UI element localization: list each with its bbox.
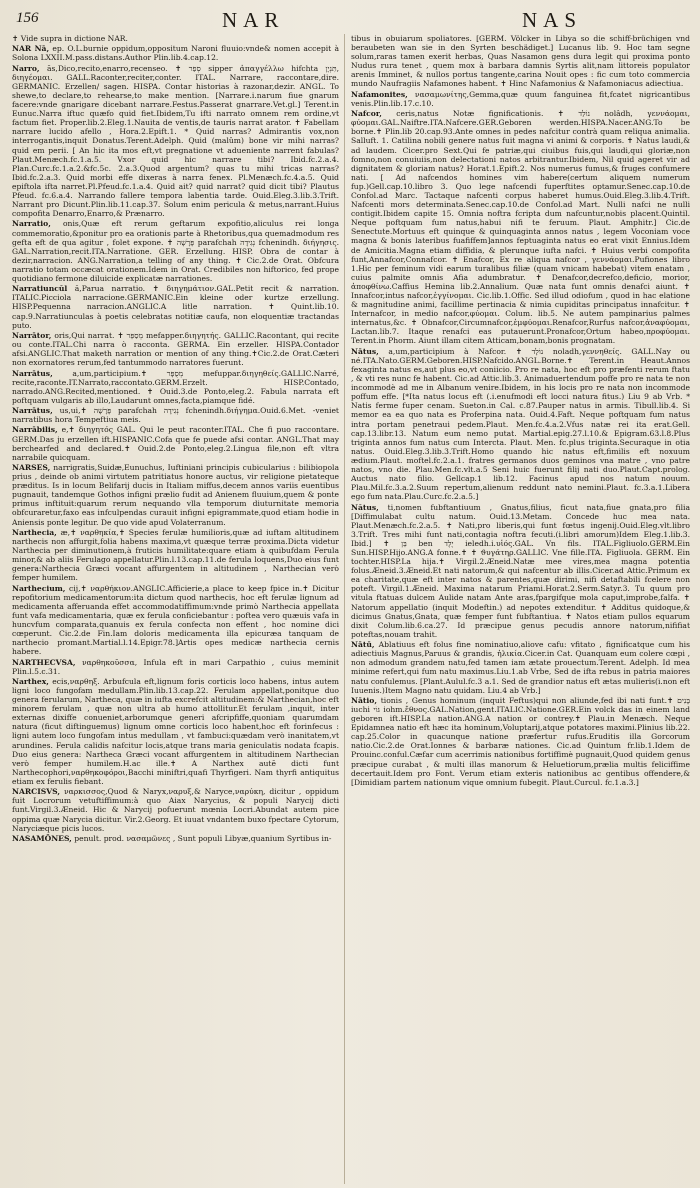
entry-headword: Narrātus,: [12, 406, 53, 416]
entry-text: tionis , Genus hominum (inquit Feftus)qui non aliunde,fed ibi nati funt.✝ בָּנִים iuchi גּוֹי iohm.ἔθνος.GAL.Nation,gent.ITALIC.Natione.GER.Ein volck das in einem land geboren ift.HISP.La nation.ANG.A nation or contrey.✝ Plau.in Menæch. Neque Epidamnea natio eft hæc ita hominum,Voluptarij,atque potatores maximi.Plinius lib.22. cap.25.Color in quacunque natione præfertur rufus.Eruditis illa Gorcorum natio.Cic.2.de Orat.Ionnes & barbaræ nationes. Cic.ad Quintum fr.lib.1.Idem de Prouinc.conful.Cæfar cum acerrimis nationibus fortiffimè pugnauit,Quod quidem genus præcipue curabat , & multi illas manorum & Heluetiorum,prælia multis feliciffime decertauit.Idem pro Font. Verum etiam exteris nationibus ac gentibus offendere,& [Dimidiam partem nationum vique omnium fubegit. Plaut.Curcul. fc.1.a.3.]: [351, 695, 690, 787]
dictionary-entry: [12, 528, 339, 583]
entry-text: tibus in obuiarum spoliatores. [GERM. Völcker in Libya so die schiff-brüchigen vnd beraubeten wan sie in den Syrten beschädiget.] Lucanus lib. 9. Hoc tam segne solum,raras tamen exerit herbas, Quas Nasamon gens dura legit qui proxima ponto Nudus rura tenet , quem mox à barbara damnis Syrtis alit,nam littoreis populator arenis Imminet, & nullos portus tangente,carina Nouit opes : fic cum toto commercia mundo Naufragiis Nafamones habent. ✝ Hinc Nafamonius & Nafamoniacus adiectiua.: [351, 34, 690, 89]
entry-headword: Narrātor,: [12, 330, 52, 340]
right-column: [351, 34, 690, 1184]
dictionary-entry: [12, 406, 339, 424]
entry-headword: Narrābilis,: [12, 425, 58, 435]
dictionary-entry: [12, 425, 339, 461]
entry-headword: Narthex,: [12, 676, 49, 686]
entry-text: oris,Qui narrat. ✝ מְסַפֵּר mefapper.διηγητής. GALLIC.Racontant, qui recite ou conte.ITAL.Chi narra ò racconta. GERMA. Ein erzeller. HISPA.Contador afsi.ANGLIC.That maketh narration or mention of any thing.✝Cic.2.de Orat.Cæteri non exornatores rerum,fed tantummodo narratores fuerunt.: [12, 330, 339, 368]
entry-text: æ,✝ ναρθηκία,✝ Species ferulæ humilioris,quæ ad iuftam altitudinem narthecis non affurgit,folia habens maxima,vt quæque terræ proxima.Dicta videtur Narthecia per diminutionem,à fruticis humilitate:quare etiam à quibufdam Ferula minor,& ab aliis Ferulago appellatur.Plin.l.13.cap.11.de ferula loquens,Duo eius funt genera:Narthecia Græci vocant affurgentem in altitudinem , Narthecian verò femper humilem.: [12, 527, 339, 583]
entry-text: ecis,ναρθηξ. Arbufcula eft,lignum foris corticis loco habens, intus autem ligni loco fungofam medullam.Plin.lib.13.cap.22. Ferulam appellat,ponitque duo genera ferularum, Nartheca, quæ in iufta excrefcit altitudinem:& Narthecian,hoc eft minorem ferulam , quæ non ultra ab humo attollitur.Et ferulam ,inquit, inter externas dixiffe conueniet,arborumque generi afcripfiffe,quoniam quarumdam natura (ficut diftinguemus) lignum omne corticis loco habent,hoc eft forinfecus : ligni autem loco fungofam intus medullam , vt fambuci:quædam verò inanitatem,vt arundines. Ferula calidis nafcitur locis,atque trans maria geniculatis nodata fcapis. Duo eius genera: Nartheca Græci vocant affurgentem in altitudinem Narthecian verò femper humilem.H.ac ille.✝ A Narthex autē dicti funt Narthecophori,ναρθηκοφόροι,Bacchi miniftri,quafi Thyrfigeri. Nam thyrfi antiquitus etiam ex ferulis fiebant.: [12, 676, 339, 786]
entry-headword: NARSES,: [12, 463, 51, 472]
entry-text: ti,nomen fubftantiuum , Gnatus,filius, ficut nata,fiue gnata,pro filia [Diffimulabat cultu natum. Ouid.13.Metam. Concede huc mea nata. Plaut.Menæch.fc.2.a.5. ✝ Nati,pro liberis,qui funt fœtus ingenij.Ouid.Eleg.vlt.libro 3.Trift. Tres mihi funt nati,contagia noftra fecuti.(i.libri amorum)Idem Eleg.1.lib.3. Ibid.] ✝ בֵּן ben יֶלֶד ieledh.i.υἱός.GAL. Vn fils. ITAL.Figliuolo.GERM.Ein Sun.HISP.Hijo.ANG.A fonne.✝ ✝ ϑυγάτηρ.GALLIC. Vne fille.ITA. Figliuola. GERM. Ein tochter.HISP.La hija.✝ Virgil.2.Æneid.Natæ mee vires,mea magna potentia folus.Æneid.3.Æneid.Et nati natorum,& qui nafcentur ab illis.Cicer.ad Attic.Primum ex ea charitate,quæ eft inter natos & parentes,quæ dirimi, nifi detaftabili fcelere non poteft. Virgil.1.Æneid. Maxima natarum Priami.Horat.2.Serm.Satyr.3. Tu quum pro vitula ftatuas dulcem Aulide natam Ante aras,fpargifque mola caput,improbe,falfa. ✝ Natorum appellatio (inquit Modeftin.) ad nepotes extenditur. ✝ Additus quidoque,& dicimus Gnatus,Gnata, quæ femper funt fubftantiua. ✝ Natos etiam pullos equarum dixit Colum.lib.6.ca.27. Id præcipue genus pecudis annore natorum,nififiat poteftas,nouam trahit.: [351, 502, 690, 639]
entry-text: cij,✝ ναρθήκιον.ANGLIC.Afficierie,a place to keep fpice in.✝ Dicitur repofitorium medicamentorum:ita dictum quod narthecis, hoc eft ferulæ lignum ad medicamenta afferuanda effet accommodatiffimum:vnde primò Narthecia appellata funt vafa medicamentaria, quæ ex ferula conficiebantur : poftea vero quæuis vafa in huncvfum comparata,quanuis ex ferula confecta non effent , hoc nomine dici cœperunt. Cic.2.de Fin.Iam doloris medicamenta illa epicuræa tanquam de narthecio promant.Martial.l.14.Epigr.78.]Artis opes medicæ narthecia cernis habere.: [12, 583, 339, 657]
entry-headword: NAR Nā,: [12, 44, 50, 54]
dictionary-entry: [351, 109, 690, 345]
dictionary-entry: [12, 64, 339, 219]
dictionary-entry: [12, 284, 339, 329]
entry-text: ναρκισσος,Quod & Naryx,ναρυξ,& Naryce,ναρύκη, dicitur , oppidum fuit Locrorum vetuftiffimum:à quo Aiax Narycius, & populi Narycij dicti funt.Virgil.3.Æneid. Hic & Narycij pofuerunt mœnia Locri.Abundat autem pice oppima quæ Narycia dicitur. Vir.2.Georg. Et iuuat vndantem buxo fpectare Cytorum, Naryciæque picis lucos.: [12, 787, 339, 833]
entry-headword: NARTHECVSA,: [12, 657, 76, 667]
dictionary-entry: [351, 696, 690, 787]
entry-text: ă,Parua narratio. ✝ διηγημάτιον.GAL.Petit recit & narration. ITALIC.Picciola narracione.GERMANIC.Ein kleine oder kurtze erzellung. HISP.Pequenna narracion.ANGLIC.A litle narration. ✝ Quint.lib.10. cap.9.Narratiunculas à poetis celebratas notitiæ caufa, non eloquentiæ tractandas puto.: [12, 284, 339, 330]
dictionary-entry: [351, 503, 690, 639]
entry-text: e,✝ διηγητός GAL. Qui le peut raconter.ITAL. Che fi puo raccontare. GERM.Das ju erzellen ift.HISPANIC.Cofa que fe puede afsi contar. ANGL.That may berchearfed and declared.✝ Ouid.2.de Ponto,eleg.2.Lingua file,non eft vltra narrabile quicquam.: [12, 425, 339, 462]
column-divider: [344, 34, 345, 1184]
dictionary-entry: [12, 834, 339, 843]
dictionary-entry: [12, 658, 339, 676]
entry-text: a,um,participium.✝ מְסֻפָּר mefuppar.διηγηθείς.GALLIC.Narré, recite,raconte.IT.Narrato,raccontato.GERM.Erzelt. HISP.Contado, narrado.ANG.Recited,mentioned. ✝ Ouid.3.de Ponto,eleg.2. Fabula narrata eft poftquam vulgaris ab illo,Laudarunt omnes,facta,piamque fidé.: [12, 368, 339, 405]
dictionary-entry: [12, 34, 339, 43]
entry-text: a,um,participium à Nafcor. ✝ נוֹלָד noladh,γεννηθείς. GALL.Nay ou né.ITA.Nato.GERM.Geboren.HISP.Nafcido.ANGL.Borne.✝ Terent.in Heaut.Annos fexaginta natus es,aut plus eo,vt coniicio. Pro re nata, hoc eft pro præfenti rerum ftatu , & vti res nunc fe habent. Cic.ad Attic.lib.3. Animaduertendum poffe pro re nata te non incommodè ad me in Albanum venire.Ibidem, in his locis pro re nata non incommode poffum effe. [*Ita natus locus eft (.i.enufmodi eft locci natura fitus.) Liu 9 ab Vrb. * Natis ferme fuper cenam. Sueton.in Cal. c.87.Pauper natus in armis. Tibull.lib.4. Si memor ea ea quo nata es Proferpina nata. Ouid.4.Faft. Neque poftquam fum natus intra portam penetraui pedem.Plaut. Men.fc.4.a.2.Vfus natæ rei ita erat.Gell. cap.13.libr.13. Natum eum nemo putat. Martial.epig.27.l.10.& Epigram.63.l.8.Plus triginta annos fum natus cum Intercta. Plaut. Men. fc.plus triginta.Securaque in otia natus. Ouid.Eleg.3.lib.3.Trift.Homo quando hic natus eft,fimilis eft noxuum ædium.Plaut. moftel.fc.2.a.1. fratres germanos duos geminos vna matre , vno patre natos, vno die. Plau.Men.fc.vlt.a.5 Seni huic fuerunt filij nati duo.Plaut.Capt.prolog. Auctus nato filio. Gellcap.1 lib.12. Facinus apud nos natum nouum. Plau.Mil.fc.3.a.2.Suum repertum,alienum reddunt nato nemini.Plaut. fc.3.a.1.Libera ego fum nata.Plau.Curc.fc.2.a.5.]: [351, 346, 690, 502]
entry-text: ✝ Vide supra in dictione NAR.: [12, 34, 128, 43]
entry-headword: Nātus,: [351, 346, 379, 356]
entry-headword: Narro,: [12, 63, 40, 73]
running-head: [12, 8, 690, 34]
dictionary-entry: [351, 34, 690, 89]
text-columns: [12, 34, 690, 1184]
entry-text: penult. prod. νασαμῶνες , Sunt populi Libyæ,quanium Syrtibus in-: [74, 833, 332, 843]
entry-text: narrigratis,Suidæ,Eunuchus, Iuftiniani principis cubicularius : bilibiopola prius , deinde ob animi virtutem patritiatus honore auctus, vir religione pietateque præditus. Is in locum Belifarij ducis in Italiam miffus,decem annos variis euentibus pugnauit, tandemque Gothos infigni prælio fudit ad Anienem fluuium,quem & ponte primus inftituit:quarum rerum nequando vlla temporum diuturnitate memoria obfcuraretur,faxo eas infculpendas curauit infigni epigrammate,quod etiam hodie in Aniensis ponte legitur. De quo vide apud Volaterranum.: [12, 463, 339, 527]
entry-headword: Nătus,: [351, 502, 379, 512]
dictionary-entry: [12, 584, 339, 657]
entry-headword: Nafcor,: [351, 109, 382, 119]
entry-text: ναρθηκοῦσσα, Infula eft in mari Carpathio , cuius meminit Plin.l.5.c.31.: [12, 657, 339, 676]
entry-text: us,ui,✝ פָּרָשָׁה parafchah נְגִידָה fchenindh.διήγημα.Ouid.6.Met. -veniet narratibus hora Tempeftiua meis.: [12, 406, 339, 425]
dictionary-entry: [351, 347, 690, 502]
dictionary-entry: [351, 90, 690, 108]
entry-text: ceris,natus Notæ fignificationis. ✝ נוֹלַד nolâdh, γεννάομαι, φύομαι.GAL.Naiftre.ITA.Nafcere.GER.Geboren werden.HISPA.Nacer.ANG.To be borne.✝ Plin.lib 20.cap.93.Ante omnes in pedes nafcitur contrà quam reliqua animalia. Salluft. 1. Catilina nobili genere natus fuit magna vi animi & corporis. ✝ Natus laudi,& ad laudem. Cicer.pro Sext.Qui fe patriæ,qui ciuibus fuis,qui laudi,qui gloriæ,non fomno,non conuiuiis,non delectationi natos arbitrantur.Ibidem, Nil quid ageret vir ad dignitatem & gloriam natus? Horat.1.Epift.2. Nos numerus fumus,& fruges confumere nati. [ Ad nafcendos homines vim habere(certum aliquem numerum fup.)Gell.cap.10.libro 3. Quo lege nafcendi fuperftites optamur.Senec.cap.10.de Confol.ad Marc. Tactaque nafcenti corpus haberet humus.Ouid.Eleg.3.lib.4.Trift. Nafcenti mors determinata.Senec.cap.10.de Confol.ad Mart. Nulli nafci ne nulli contigit.Ibidem capite 15. Omnia noftra fcripta dum nafcuntur,nobis placent.Quintil. Neque poftquam fum natus,habui nifi te feruum. Plaut. Amphitr.] Cic.de Senectute.Mortuus eft quinque & quinquaginta annos natus , legem Voconiam voce magna & bonis lateribus fuafiffem]annos feptuaginta natus eo erat vixit Ennius.Idem de Amicitia.Magna etiam diffidia, & plerunque iufta nafci. ✝ Huius verbi compofita funt,Annafcor,Connafcor. ✝ Enafcor, Ex re aliqua nafcor , γεννάομαι.Pufiones libro 1.Hic per feminum vidi earum turalibus filiæ (quam vnicam habebat) vitem enatam , cuius palmite omnis Afia adumbratur. ✝ Denafcor,decrefco,deficio, morior, ἀποφθίνω.Caffius Hemina lib.2.Annalium. Quæ nata funt omnis denafci aiunt. ✝ Innafcor,intus nafcor,ἐγγίνομαι. Cic.lib.1.Offic. Sed illud odiofum , quod in hac elatione & magnitudine animi, facillime pertinacia & nimia cupiditas principatus innafcitur. ✝ Internafcor, in medio nafcor,φύομαι. Colum. lib.5. Ne autem pampinarius palmes internatus,&c. ✝ Obnafcor,Circumnafcor,ἐμφύομαι.Renafcor,Rurfus nafcor,ἀναφύομαι, Lactan.lib.7. Itaque renafci eas putauerunt.Pronafcor,Ortum habeo,προφύομαι. Terent.in Phorm. Aiunt illam citem Atticam,bonam,bonis prognatam.: [351, 109, 690, 346]
entry-headword: Narthecium,: [12, 583, 66, 593]
dictionary-entry: [12, 44, 339, 62]
entry-headword: Narratio,: [12, 219, 51, 229]
entry-headword: NARCISVS,: [12, 787, 60, 797]
dictionary-entry: [12, 677, 339, 786]
entry-text: νασαμωνίτης,Gemma,quæ quum fanguinea fit,fcatet nigricantibus venis.Plin.lib.17.c.10.: [351, 89, 690, 108]
entry-text: ās,Dico,recito,enarro,recenseo. ✝ סְפַר sipper ἀπαγγέλλω hifchta תִּנְיָן, διηγέομαι. GALL.Raconter,reciter,conter. ITAL. Narrare, raccontare,dire. GERMANIC. Erzellen/ sagen. HISPA. Contar historias à razonar,dezir. ANGL. To shewe,to declare,to rehearse,to make mention. [Narrare.i.narum fiue gnarum facere:vnde gnarigare dicebant narrare.Festus.Passerat gnarrare.Vet.gl.] Terent.in Eunuc.Narra iftuc quæfo quid fiet.Ibidem,Tu ifti narrato omnem rem ordine,vt factum fiet. Proper.lib.2.Eleg.1.Nauita de ventis,de tauris narrat arator. ✝ Fabellam narrare lucido afello , Hora.2.Epift.1. * Quid narras? Admirantis vox,non interrogantis,inquit Donatus.Terent.Adelph. Quid (malûm) bone vir mihi narras? quid em perii. [ An hic ita mos eft,vt pregnatione vt adueniente narrent fabulas? Plaut.Menæch.fc.1.a.5. Vxor quid hic narrare tibi? Ibid.fc.2.a.4. Plan.Curc.fc.1.a.2.&fc.5c. 2.a.3.Quod argentum? quas tu mihi tricas narras? Ibid.fc.2.a.3. Quid morbi effe dixeras à narra fenex. Pl.Menæch.fc.4.a.5. Quid epiftola ifta narret.Pl.Pfeud.fc.1.a.4. Quid ait? quid narrat? quid dicit tibi? Plautus Pfeud. fc.6.a.4. Narrando fallere tempora labentia tarde. Ouid.Eleg.3.lib.3.Trift. Narrant pro Dicunt.Plin.lib.11.cap.37. Solum enim pericula & metus,narrant.Huius compofita Denarro,Enarro,& Prænarro.: [12, 63, 339, 219]
dictionary-entry: [12, 463, 339, 527]
entry-headword: Narthecia,: [12, 527, 57, 537]
entry-headword: Nātio,: [351, 695, 377, 705]
entry-text: onis,Quæ eft rerum geftarum expofitio,aliculus rei longa commemoratio,&ponitur pro ea orationis parte à Rhetoribus,qua quemadmodum res gefta eft de qua agitur , folet expone. ✝ פָּרָשָׁה parafchah נְגִידָה fchenindh. διήγησις. GAL.Narration,recit.ITA.Narratione. GER. Erzellung. HISP. Obra de contar à dezir,narracion. ANG.Narration,a telling of any thing. ✝ Cic.2.de Orat. Obfcura narratio totam occæcat orationem.Idem in Orat. Credibiles non hiftorico, fed prope quotidiano fermone diluicide explicatæ narrationes.: [12, 219, 339, 283]
dictionary-entry: [12, 331, 339, 367]
running-head-left: NAR: [222, 8, 285, 32]
entry-headword: Narratiuncŭl: [12, 284, 68, 294]
dictionary-entry: [12, 787, 339, 832]
running-head-right: NAS: [522, 8, 583, 32]
dictionary-entry: [12, 369, 339, 405]
dictionary-entry: [12, 219, 339, 283]
entry-headword: NASAMŌNES,: [12, 833, 72, 843]
page-number: 156: [16, 10, 39, 26]
entry-headword: Nafamonites,: [351, 89, 408, 99]
entry-headword: Narrātus,: [12, 368, 53, 378]
entry-text: Ablatiuus eft folus fine nominatiuo,aliove cafu: vfitato , fignificatque cum his adiectiuis Magnus,Paruus & grandis, ἡλικία.Cicer.in Cat. Quanquam eum colere cœpi , non admodum grandem natu,fed tamen iam ætate prouectum.Terent. Adelph. Id mea minime refert,qui fum natu maximus.Liu.1.ab Vrbe, Sed de ifta rebus in patria maiores natu confulemus. [Plant.Aulul.fc.3 a.1. Sed de grandior natus eft ætas mulieris(i.non eft Iuuenis.)Item Magno natu quidam. Liu.4 ab Vrb.]: [351, 640, 690, 695]
entry-text: ep. O.L.burnie oppidum,oppositum Naroni fluuio:vnde& nomen accepit à Solona LXXII.M.pass.distans.Author Plin.lib.4.cap.12.: [12, 44, 339, 63]
dictionary-entry: [351, 640, 690, 695]
entry-headword: Nātū,: [351, 640, 375, 650]
left-column: [12, 34, 339, 1184]
